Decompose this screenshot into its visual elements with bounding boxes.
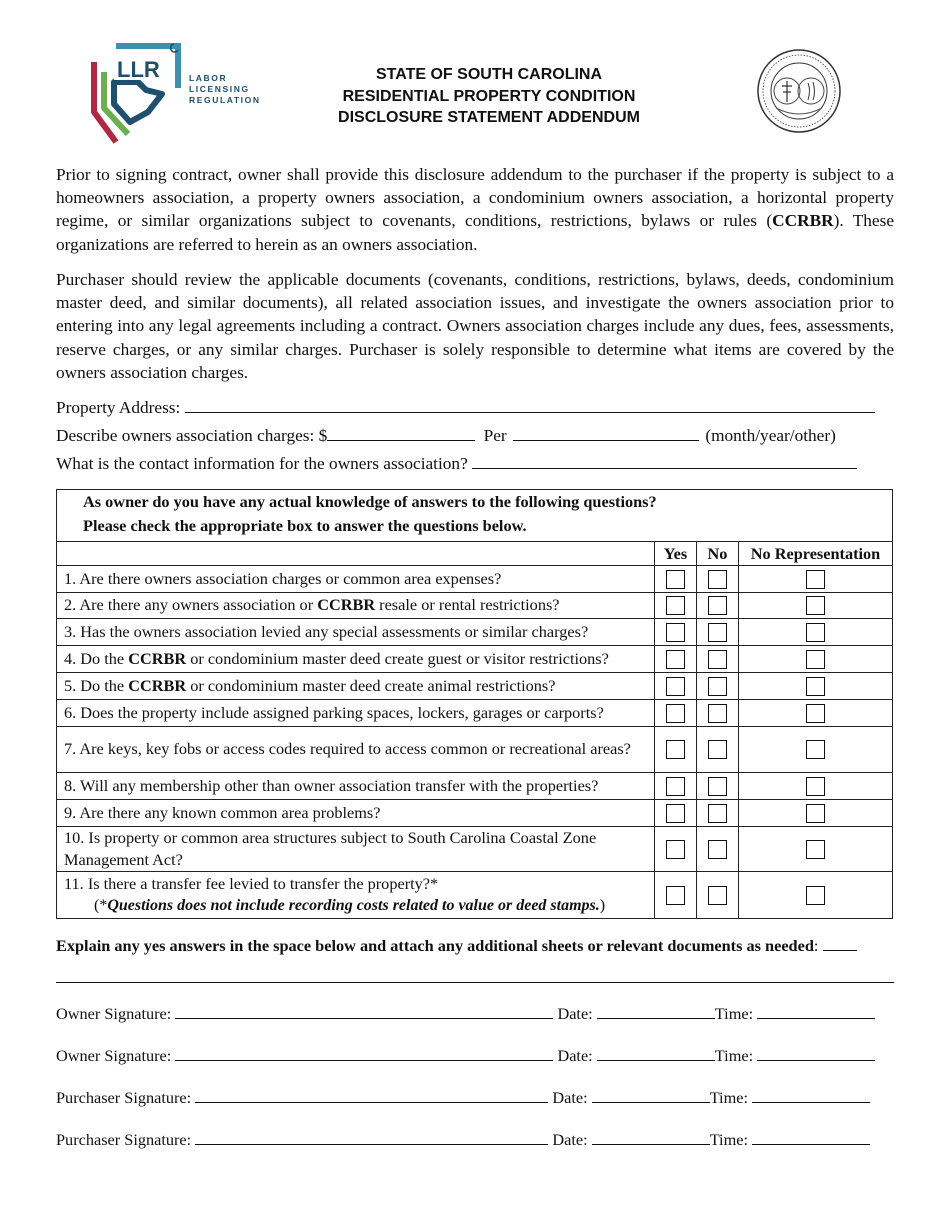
q2-norep-checkbox[interactable] [806, 596, 825, 615]
llr-logo-icon [88, 42, 188, 150]
table-header-row [57, 542, 892, 566]
question-10-text: 10. Is property or common area structures subject to South Carolina Coastal Zone Management Act? [64, 827, 597, 869]
q7-no-checkbox[interactable] [708, 740, 727, 759]
q11-norep-checkbox[interactable] [806, 886, 825, 905]
question-11-text: 11. Is there a transfer fee levied to transfer the property?* [64, 873, 439, 893]
owner-signature-row-2 [56, 1046, 896, 1066]
owner-date-field[interactable] [597, 1004, 715, 1019]
title-line-1: STATE OF SOUTH CAROLINA [375, 66, 603, 83]
title-line-2: RESIDENTIAL PROPERTY CONDITION [342, 87, 636, 105]
purchaser-date-field[interactable] [592, 1088, 710, 1103]
table-row [57, 800, 892, 827]
question-2-text [64, 594, 647, 617]
q1-norep-checkbox[interactable] [806, 570, 825, 589]
question-1 [57, 566, 655, 592]
column-no-representation: No Representation [750, 543, 881, 563]
question-4-part-c: or condominium master deed create guest or visitor restrictions? [186, 648, 609, 668]
logo-line-regulation: REGULATION [189, 95, 261, 105]
q3-yes-checkbox[interactable] [666, 623, 685, 642]
q9-yes-checkbox[interactable] [666, 804, 685, 823]
purchaser-signature-row-2 [56, 1130, 896, 1150]
question-2-ccrbr: CCRBR [317, 595, 376, 615]
table-row [57, 700, 892, 727]
property-address-row [56, 397, 894, 419]
q6-norep-checkbox[interactable] [806, 704, 825, 723]
question-4-ccrbr: CCRBR [128, 648, 187, 668]
time-label: Time: [714, 1004, 754, 1023]
time-label: Time: [714, 1046, 754, 1065]
charges-amount-field[interactable] [327, 425, 475, 441]
question-2 [57, 593, 655, 618]
q11-no-checkbox[interactable] [708, 886, 727, 905]
q8-no-checkbox[interactable] [708, 777, 727, 796]
logo-line-labor: LABOR [189, 73, 228, 83]
q4-no-checkbox[interactable] [708, 650, 727, 669]
question-1-text: 1. Are there owners association charges or common area expenses? [64, 568, 502, 588]
q10-norep-checkbox[interactable] [806, 840, 825, 859]
table-row [57, 593, 892, 619]
date-label: Date: [552, 1088, 588, 1107]
charges-row [56, 425, 894, 447]
q6-yes-checkbox[interactable] [666, 704, 685, 723]
per-label: Per [483, 426, 507, 445]
q7-yes-checkbox[interactable] [666, 740, 685, 759]
q4-yes-checkbox[interactable] [666, 650, 685, 669]
explain-label: Explain any yes answers in the space below and attach any additional sheets or relevant documents as needed [56, 936, 814, 955]
property-address-label: Property Address: [56, 398, 181, 417]
question-4-part-a: 4. Do the [64, 648, 129, 668]
explain-field-start[interactable] [823, 936, 857, 951]
purchaser-signature-field[interactable] [195, 1088, 548, 1103]
question-5 [57, 673, 655, 699]
owner-date-field[interactable] [597, 1046, 715, 1061]
explain-field-line[interactable] [56, 982, 894, 983]
q4-norep-checkbox[interactable] [806, 650, 825, 669]
question-3 [57, 619, 655, 645]
table-row [57, 566, 892, 593]
question-3-text: 3. Has the owners association levied any special assessments or similar charges? [64, 621, 589, 641]
purchaser-signature-label: Purchaser Signature: [56, 1088, 192, 1107]
svg-text:LLR: LLR [117, 57, 160, 82]
question-6-text: 6. Does the property include assigned parking spaces, lockers, garages or carports? [64, 702, 604, 722]
note-open: (* [94, 897, 108, 914]
charges-label: Describe owners association charges: $ [56, 426, 328, 445]
note-close: ) [599, 897, 606, 914]
explain-colon: : [813, 936, 819, 955]
q2-yes-checkbox[interactable] [666, 596, 685, 615]
owner-signature-field[interactable] [175, 1004, 553, 1019]
questions-table [56, 489, 893, 919]
contact-label: What is the contact information for the owners association? [56, 454, 468, 473]
q5-yes-checkbox[interactable] [666, 677, 685, 696]
q7-norep-checkbox[interactable] [806, 740, 825, 759]
logo-wordmark [189, 73, 261, 106]
owner-signature-field[interactable] [175, 1046, 553, 1061]
question-9-text: 9. Are there any known common area problems? [64, 802, 381, 822]
ccrbr-abbrev: CCRBR [772, 211, 834, 231]
question-2-part-a: 2. Are there any owners association or [64, 595, 318, 615]
q11-yes-checkbox[interactable] [666, 886, 685, 905]
purchaser-time-field[interactable] [752, 1130, 870, 1145]
question-7-text: 7. Are keys, key fobs or access codes required to access common or recreational areas? [64, 739, 631, 759]
table-row [57, 646, 892, 673]
question-5-part-a: 5. Do the [64, 675, 129, 695]
purchaser-date-field[interactable] [592, 1130, 710, 1145]
q5-norep-checkbox[interactable] [806, 677, 825, 696]
q1-yes-checkbox[interactable] [666, 570, 685, 589]
question-10 [57, 827, 655, 871]
column-yes: Yes [655, 542, 697, 565]
purchaser-time-field[interactable] [752, 1088, 870, 1103]
table-row [57, 673, 892, 700]
purchaser-signature-label: Purchaser Signature: [56, 1130, 192, 1149]
q9-no-checkbox[interactable] [708, 804, 727, 823]
table-row [57, 872, 892, 918]
header-question-cell [57, 542, 655, 565]
q8-yes-checkbox[interactable] [666, 777, 685, 796]
date-label: Date: [557, 1046, 593, 1065]
intro-paragraph-2 [56, 268, 894, 384]
page-title [270, 64, 708, 129]
period-label: (month/year/other) [705, 426, 836, 445]
owner-time-field[interactable] [757, 1004, 875, 1019]
table-row [57, 827, 892, 872]
title-line-3: DISCLOSURE STATEMENT ADDENDUM [338, 109, 640, 126]
owner-signature-label: Owner Signature: [56, 1046, 172, 1065]
question-2-part-c: resale or rental restrictions? [375, 595, 560, 615]
table-row [57, 727, 892, 773]
question-8-text: 8. Will any membership other than owner association transfer with the properties? [64, 775, 599, 795]
question-5-text [64, 675, 647, 698]
q3-no-checkbox[interactable] [708, 623, 727, 642]
q10-yes-checkbox[interactable] [666, 840, 685, 859]
question-11-note [64, 895, 647, 918]
table-instruction-line-2: Please check the appropriate box to answer the questions below. [83, 516, 527, 535]
logo-line-licensing: LICENSING [189, 84, 250, 94]
q5-no-checkbox[interactable] [708, 677, 727, 696]
intro-p1-end: ). These organizations are referred to herein as an owners association. [56, 211, 894, 254]
purchaser-signature-row-1 [56, 1088, 896, 1108]
owner-signature-row-1 [56, 1004, 896, 1024]
contact-row [56, 453, 894, 475]
question-9 [57, 800, 655, 826]
property-address-field[interactable] [185, 397, 875, 413]
contact-field[interactable] [472, 453, 857, 469]
question-11 [57, 872, 655, 918]
q3-norep-checkbox[interactable] [806, 623, 825, 642]
table-row [57, 773, 892, 800]
q10-no-checkbox[interactable] [708, 840, 727, 859]
question-5-part-c: or condominium master deed create animal restrictions? [186, 675, 556, 695]
question-5-ccrbr: CCRBR [128, 675, 187, 695]
date-label: Date: [552, 1130, 588, 1149]
intro-p1-text: Prior to signing contract, owner shall provide this disclosure addendum to the purchaser if the property is subject to a homeowners association, a property owners association, a condominium owners association, a horizontal property regime, or similar organizations subject to covenants, conditions, restrictions, bylaws or rules ( [56, 165, 894, 231]
intro-p2-text: Purchaser should review the applicable documents (covenants, conditions, restrictions, bylaws, deeds, condominium master deed, and similar documents), all related association issues, and investigate the owners association prior to entering into any legal agreements including a contract. Owners association charges include any dues, fees, assessments, reserve charges, or any similar charges. Purchaser is solely responsible to determine what items are covered by the owners association charges. [56, 270, 894, 382]
note-text: Questions does not include recording costs related to value or deed stamps. [107, 897, 600, 914]
charges-period-field[interactable] [513, 425, 699, 441]
table-instructions [57, 490, 892, 542]
explain-section [56, 935, 896, 957]
state-seal-icon [756, 48, 842, 134]
column-no: No [697, 542, 739, 565]
time-label: Time: [709, 1088, 748, 1107]
question-4-text [64, 648, 647, 671]
question-7 [57, 727, 655, 772]
owner-signature-label: Owner Signature: [56, 1004, 172, 1023]
q6-no-checkbox[interactable] [708, 704, 727, 723]
table-row [57, 619, 892, 646]
date-label: Date: [557, 1004, 593, 1023]
q2-no-checkbox[interactable] [708, 596, 727, 615]
owner-time-field[interactable] [757, 1046, 875, 1061]
intro-paragraph-1 [56, 163, 894, 256]
purchaser-signature-field[interactable] [195, 1130, 548, 1145]
time-label: Time: [709, 1130, 748, 1149]
q1-no-checkbox[interactable] [708, 570, 727, 589]
q9-norep-checkbox[interactable] [806, 804, 825, 823]
table-instruction-line-1: As owner do you have any actual knowledge of answers to the following questions? [83, 492, 657, 511]
question-8 [57, 773, 655, 799]
question-4 [57, 646, 655, 672]
question-6 [57, 700, 655, 726]
q8-norep-checkbox[interactable] [806, 777, 825, 796]
